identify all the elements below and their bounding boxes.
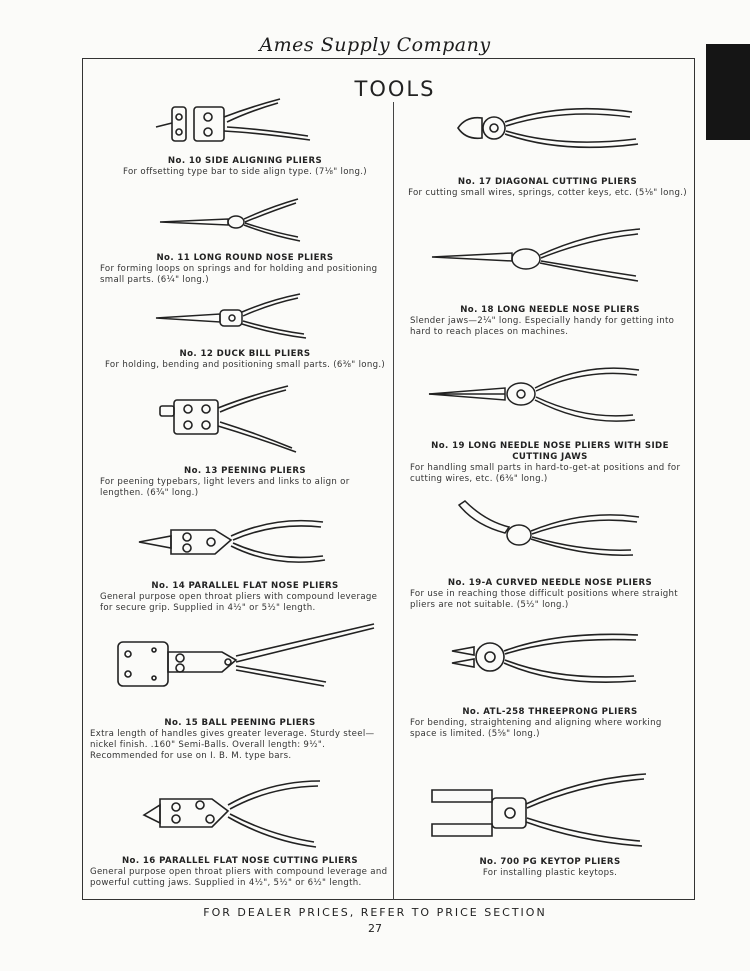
item-no-19 [410,441,690,485]
item-description: For handling small parts in hard-to-get-at positions and for cutting wires, etc. (6⅜" long.) [410,463,681,484]
item-name: No. 10 SIDE ALIGNING PLIERS [167,156,323,166]
item-description: For installing plastic keytops. [482,868,618,878]
item-description: For holding, bending and positioning small parts. (6⅜" long.) [104,360,386,370]
duck-bill-pliers-icon [150,290,330,342]
page-edge-tab [706,44,750,140]
column-divider [393,102,394,900]
ball-peening-pliers-icon [112,622,382,697]
item-name: No. 13 PEENING PLIERS [183,466,307,476]
threeprong-pliers-icon [448,625,648,693]
long-round-nose-pliers-icon [150,195,330,245]
footer-note: FOR DEALER PRICES, REFER TO PRICE SECTION [203,906,547,919]
item-description: For bending, straightening and aligning where working space is limited. (5⅝" long.) [410,718,662,739]
company-header: Ames Supply Company [259,34,491,56]
item-description: For use in reaching those difficult positions where straight pliers are not suitable. (5½" long.) [410,589,678,610]
item-no-atl-258 [410,707,690,740]
page-number: 27 [368,922,382,935]
item-name: No. 19 LONG NEEDLE NOSE PLIERS WITH SIDE CUTTING JAWS [431,441,669,462]
page-title: TOOLS [354,77,436,101]
keytop-pliers-icon [422,770,652,850]
item-name: No. 12 DUCK BILL PLIERS [179,349,311,359]
item-name: No. 18 LONG NEEDLE NOSE PLIERS [460,305,640,315]
item-name: No. 19-A CURVED NEEDLE NOSE PLIERS [447,578,653,588]
item-description: For offsetting type bar to side align type. (7⅛" long.) [123,167,367,177]
item-description: Slender jaws—2¼" long. Especially handy for getting into hard to reach places on machines. [410,316,675,337]
side-aligning-pliers-icon [150,95,330,155]
item-no-13 [100,466,390,499]
item-name: No. 11 LONG ROUND NOSE PLIERS [156,253,334,263]
side-cutting-needle-nose-pliers-icon [425,360,645,430]
item-name: No. 15 BALL PEENING PLIERS [164,718,316,728]
item-no-16 [90,856,390,889]
item-name: No. ATL-258 THREEPRONG PLIERS [462,707,638,717]
item-description: Extra length of handles gives greater leverage. Sturdy steel—nickel finish. .160" Semi-Balls. Overall length: 9½". Recommended for use on I. B. M. type bars. [90,729,375,761]
curved-needle-nose-pliers-icon [445,495,645,565]
item-description: For peening typebars, light levers and links to align or lengthen. (6¾" long.) [100,477,350,498]
item-name: No. 14 PARALLEL FLAT NOSE PLIERS [151,581,339,591]
parallel-flat-nose-pliers-icon [135,510,335,574]
item-no-15 [90,718,390,762]
item-no-10 [100,156,390,178]
item-description: General purpose open throat pliers with compound leverage and powerful cutting jaws. Supplied in 4½", 5½" or 6½" length. [90,867,388,888]
item-no-14 [100,581,390,614]
peening-pliers-icon [148,382,328,454]
item-no-18 [410,305,690,338]
long-needle-nose-pliers-icon [428,225,648,285]
item-no-17 [405,177,690,199]
parallel-flat-nose-cutting-pliers-icon [130,775,330,850]
item-name: No. 16 PARALLEL FLAT NOSE CUTTING PLIERS [121,856,359,866]
item-no-19a [410,578,690,611]
item-description: General purpose open throat pliers with compound leverage for secure grip. Supplied in 4½" or 5½" length. [100,592,378,613]
item-name: No. 17 DIAGONAL CUTTING PLIERS [457,177,638,187]
diagonal-cutting-pliers-icon [452,98,642,158]
item-description: For cutting small wires, springs, cotter keys, etc. (5⅛" long.) [408,188,687,198]
item-no-700-pg [410,857,690,879]
item-no-12 [100,349,390,371]
item-description: For forming loops on springs and for holding and positioning small parts. (6¼" long.) [100,264,378,285]
item-name: No. 700 PG KEYTOP PLIERS [479,857,621,867]
item-no-11 [100,253,390,286]
